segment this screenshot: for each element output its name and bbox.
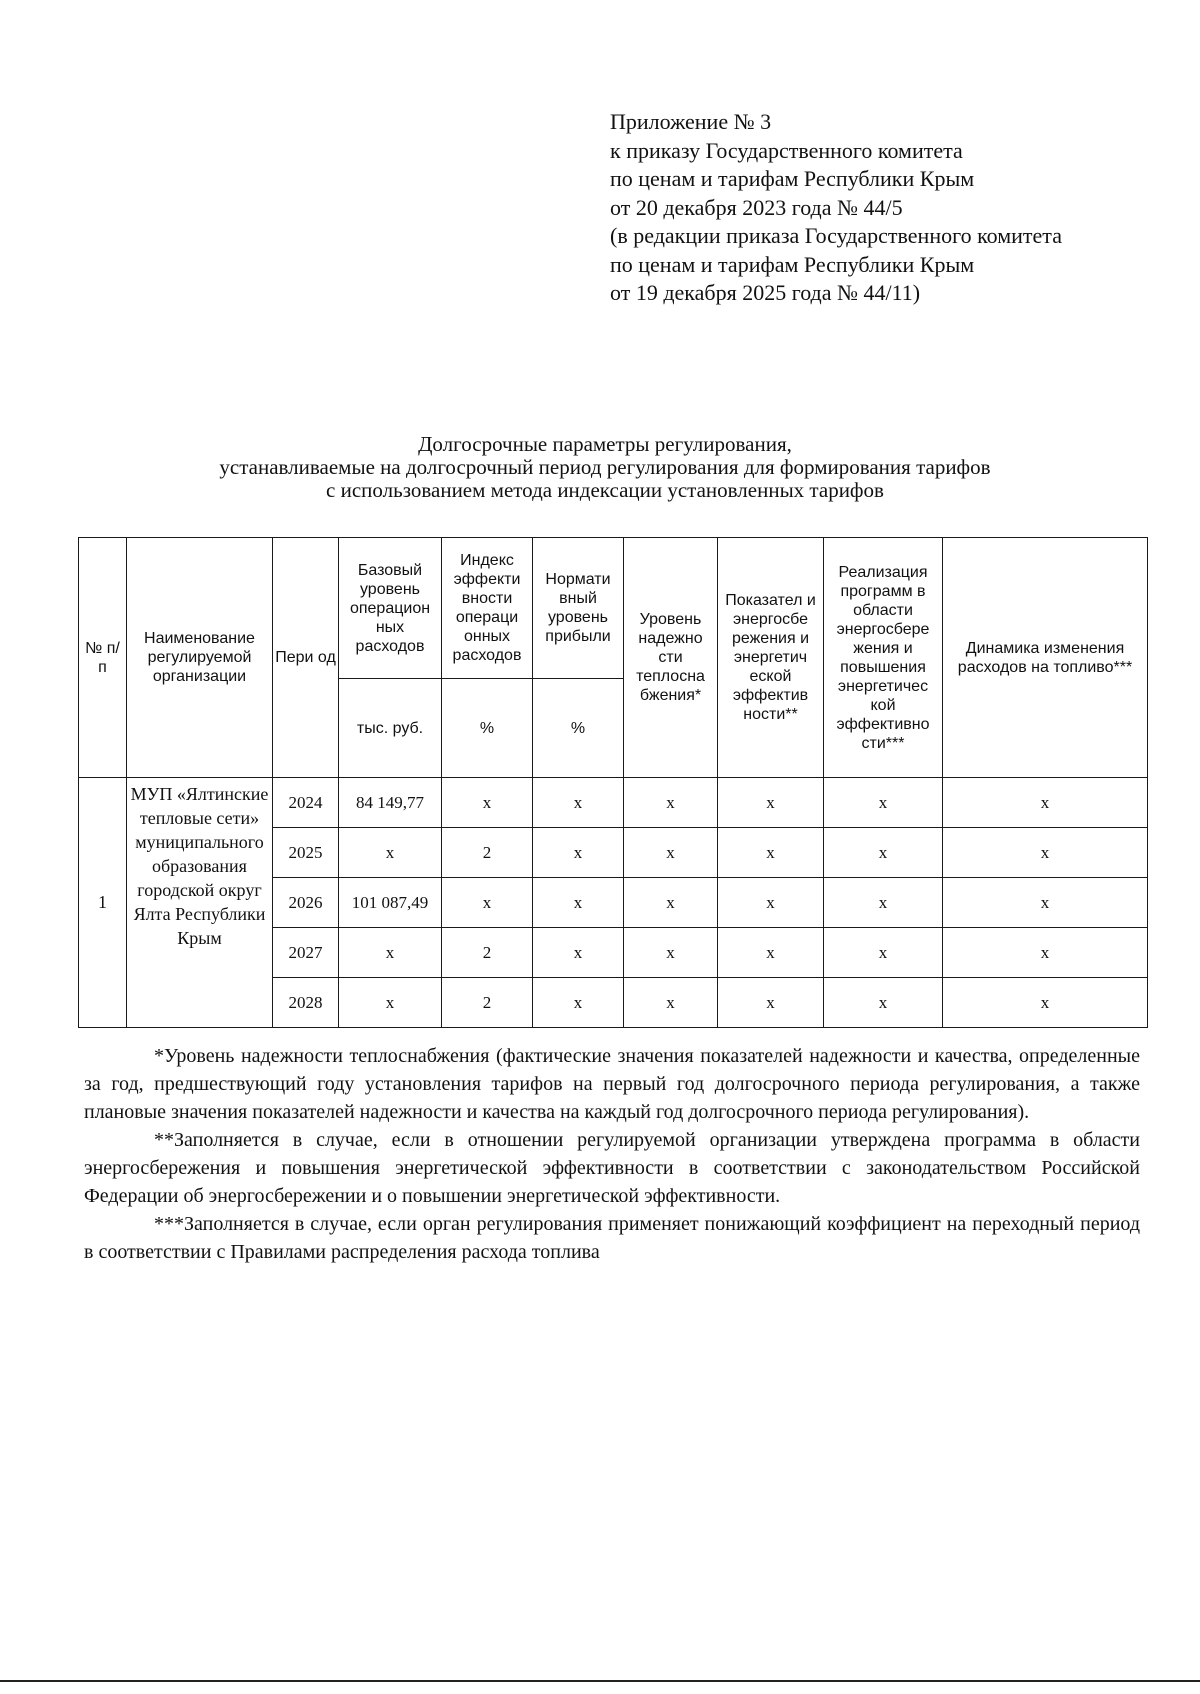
appendix-line: (в редакции приказа Государственного комитета xyxy=(610,223,1062,248)
cell-base-cost: x xyxy=(339,928,442,978)
footnotes xyxy=(84,1042,1140,1266)
title-line: устанавливаемые на долгосрочный период регулирования для формирования тарифов xyxy=(219,455,991,479)
appendix-line: от 20 декабря 2023 года № 44/5 xyxy=(610,194,903,220)
header-energy-indicators: Показател и энергосбе режения и энергетич еской эффектив ности** xyxy=(718,538,824,778)
appendix-line: к приказу Государственного комитета xyxy=(610,137,963,163)
appendix-line: по ценам и тарифам Республики Крым xyxy=(610,251,975,277)
cell-base-cost: 84 149,77 xyxy=(339,778,442,828)
cell-efficiency-index: x xyxy=(442,878,533,928)
row-number: 1 xyxy=(79,778,127,1028)
cell-period: 2024 xyxy=(273,778,339,828)
cell-reliability: x xyxy=(624,978,718,1028)
header-fuel-dynamics: Динамика изменения расходов на топливо*** xyxy=(943,538,1148,778)
cell-period: 2027 xyxy=(273,928,339,978)
cell-profit-level: x xyxy=(533,978,624,1028)
header-org-name: Наименование регулируемой организации xyxy=(127,538,273,778)
header-efficiency-index: Индекс эффекти вности операци онных расходов xyxy=(442,538,533,679)
title-line: Долгосрочные параметры регулирования, xyxy=(418,432,792,456)
cell-reliability: x xyxy=(624,928,718,978)
cell-fuel-dynamics: x xyxy=(943,778,1148,828)
cell-base-cost: x xyxy=(339,978,442,1028)
cell-efficiency-index: 2 xyxy=(442,828,533,878)
page-bottom-rule xyxy=(0,1680,1200,1682)
appendix-line: по ценам и тарифам Республики Крым xyxy=(610,166,975,191)
footnote-fuel: ***Заполняется в случае, если орган регулирования применяет понижающий коэффициент на переходный период в соответствии с Правилами распределения расхода топлива xyxy=(84,1213,1140,1263)
header-num: № п/п xyxy=(79,538,127,778)
header-reliability: Уровень надежно сти теплосна бжения* xyxy=(624,538,718,778)
appendix-line: Приложение № 3 xyxy=(610,109,772,134)
cell-base-cost: x xyxy=(339,828,442,878)
cell-profit-level: x xyxy=(533,878,624,928)
cell-energy-indicators: x xyxy=(718,928,824,978)
footnote-reliability: *Уровень надежности теплоснабжения (фактические значения показателей надежности и качества, определенные за год, предшествующий году установления тарифов на первый год долгосрочного периода регулирования, а также плановые значения показателей надежности и качества на каждый год долгосрочного периода регулирования). xyxy=(84,1045,1140,1123)
cell-energy-program: x xyxy=(824,878,943,928)
cell-energy-indicators: x xyxy=(718,878,824,928)
cell-period: 2026 xyxy=(273,878,339,928)
cell-energy-indicators: x xyxy=(718,978,824,1028)
cell-base-cost: 101 087,49 xyxy=(339,878,442,928)
cell-energy-program: x xyxy=(824,828,943,878)
appendix-header xyxy=(610,108,1170,308)
title-line: с использованием метода индексации установленных тарифов xyxy=(326,478,884,502)
cell-reliability: x xyxy=(624,828,718,878)
cell-fuel-dynamics: x xyxy=(943,928,1148,978)
cell-fuel-dynamics: x xyxy=(943,978,1148,1028)
organization-name: МУП «Ялтинские тепловые сети» муниципального образования городской округ Ялта Республики Крым xyxy=(127,778,273,1028)
cell-period: 2028 xyxy=(273,978,339,1028)
header-base-cost: Базовый уровень операцион ных расходов xyxy=(339,538,442,679)
appendix-line: от 19 декабря 2025 года № 44/11) xyxy=(610,280,921,305)
cell-efficiency-index: 2 xyxy=(442,928,533,978)
cell-period: 2025 xyxy=(273,828,339,878)
unit-base-cost: тыс. руб. xyxy=(339,679,442,778)
cell-reliability: x xyxy=(624,778,718,828)
cell-profit-level: x xyxy=(533,778,624,828)
table-row xyxy=(79,778,1148,828)
cell-energy-program: x xyxy=(824,778,943,828)
cell-fuel-dynamics: x xyxy=(943,878,1148,928)
header-energy-program: Реализация программ в области энергосбере жения и повышения энергетичес кой эффективно сти*** xyxy=(824,538,943,778)
cell-profit-level: x xyxy=(533,928,624,978)
cell-energy-program: x xyxy=(824,978,943,1028)
footnote-energy-saving: **Заполняется в случае, если в отношении регулируемой организации утверждена программа в области энергосбережения и повышения энергетической эффективности в соответствии с законодательством Российской Федерации об энергосбережении и о повышении энергетической эффективности. xyxy=(84,1129,1140,1207)
cell-profit-level: x xyxy=(533,828,624,878)
document-title xyxy=(60,433,1150,502)
unit-efficiency-index: % xyxy=(442,679,533,778)
cell-efficiency-index: 2 xyxy=(442,978,533,1028)
cell-efficiency-index: x xyxy=(442,778,533,828)
cell-fuel-dynamics: x xyxy=(943,828,1148,878)
cell-energy-indicators: x xyxy=(718,828,824,878)
cell-energy-program: x xyxy=(824,928,943,978)
unit-profit-level: % xyxy=(533,679,624,778)
cell-energy-indicators: x xyxy=(718,778,824,828)
header-profit-level: Нормати вный уровень прибыли xyxy=(533,538,624,679)
header-period: Пери од xyxy=(273,538,339,778)
cell-reliability: x xyxy=(624,878,718,928)
parameters-table xyxy=(78,537,1148,1028)
